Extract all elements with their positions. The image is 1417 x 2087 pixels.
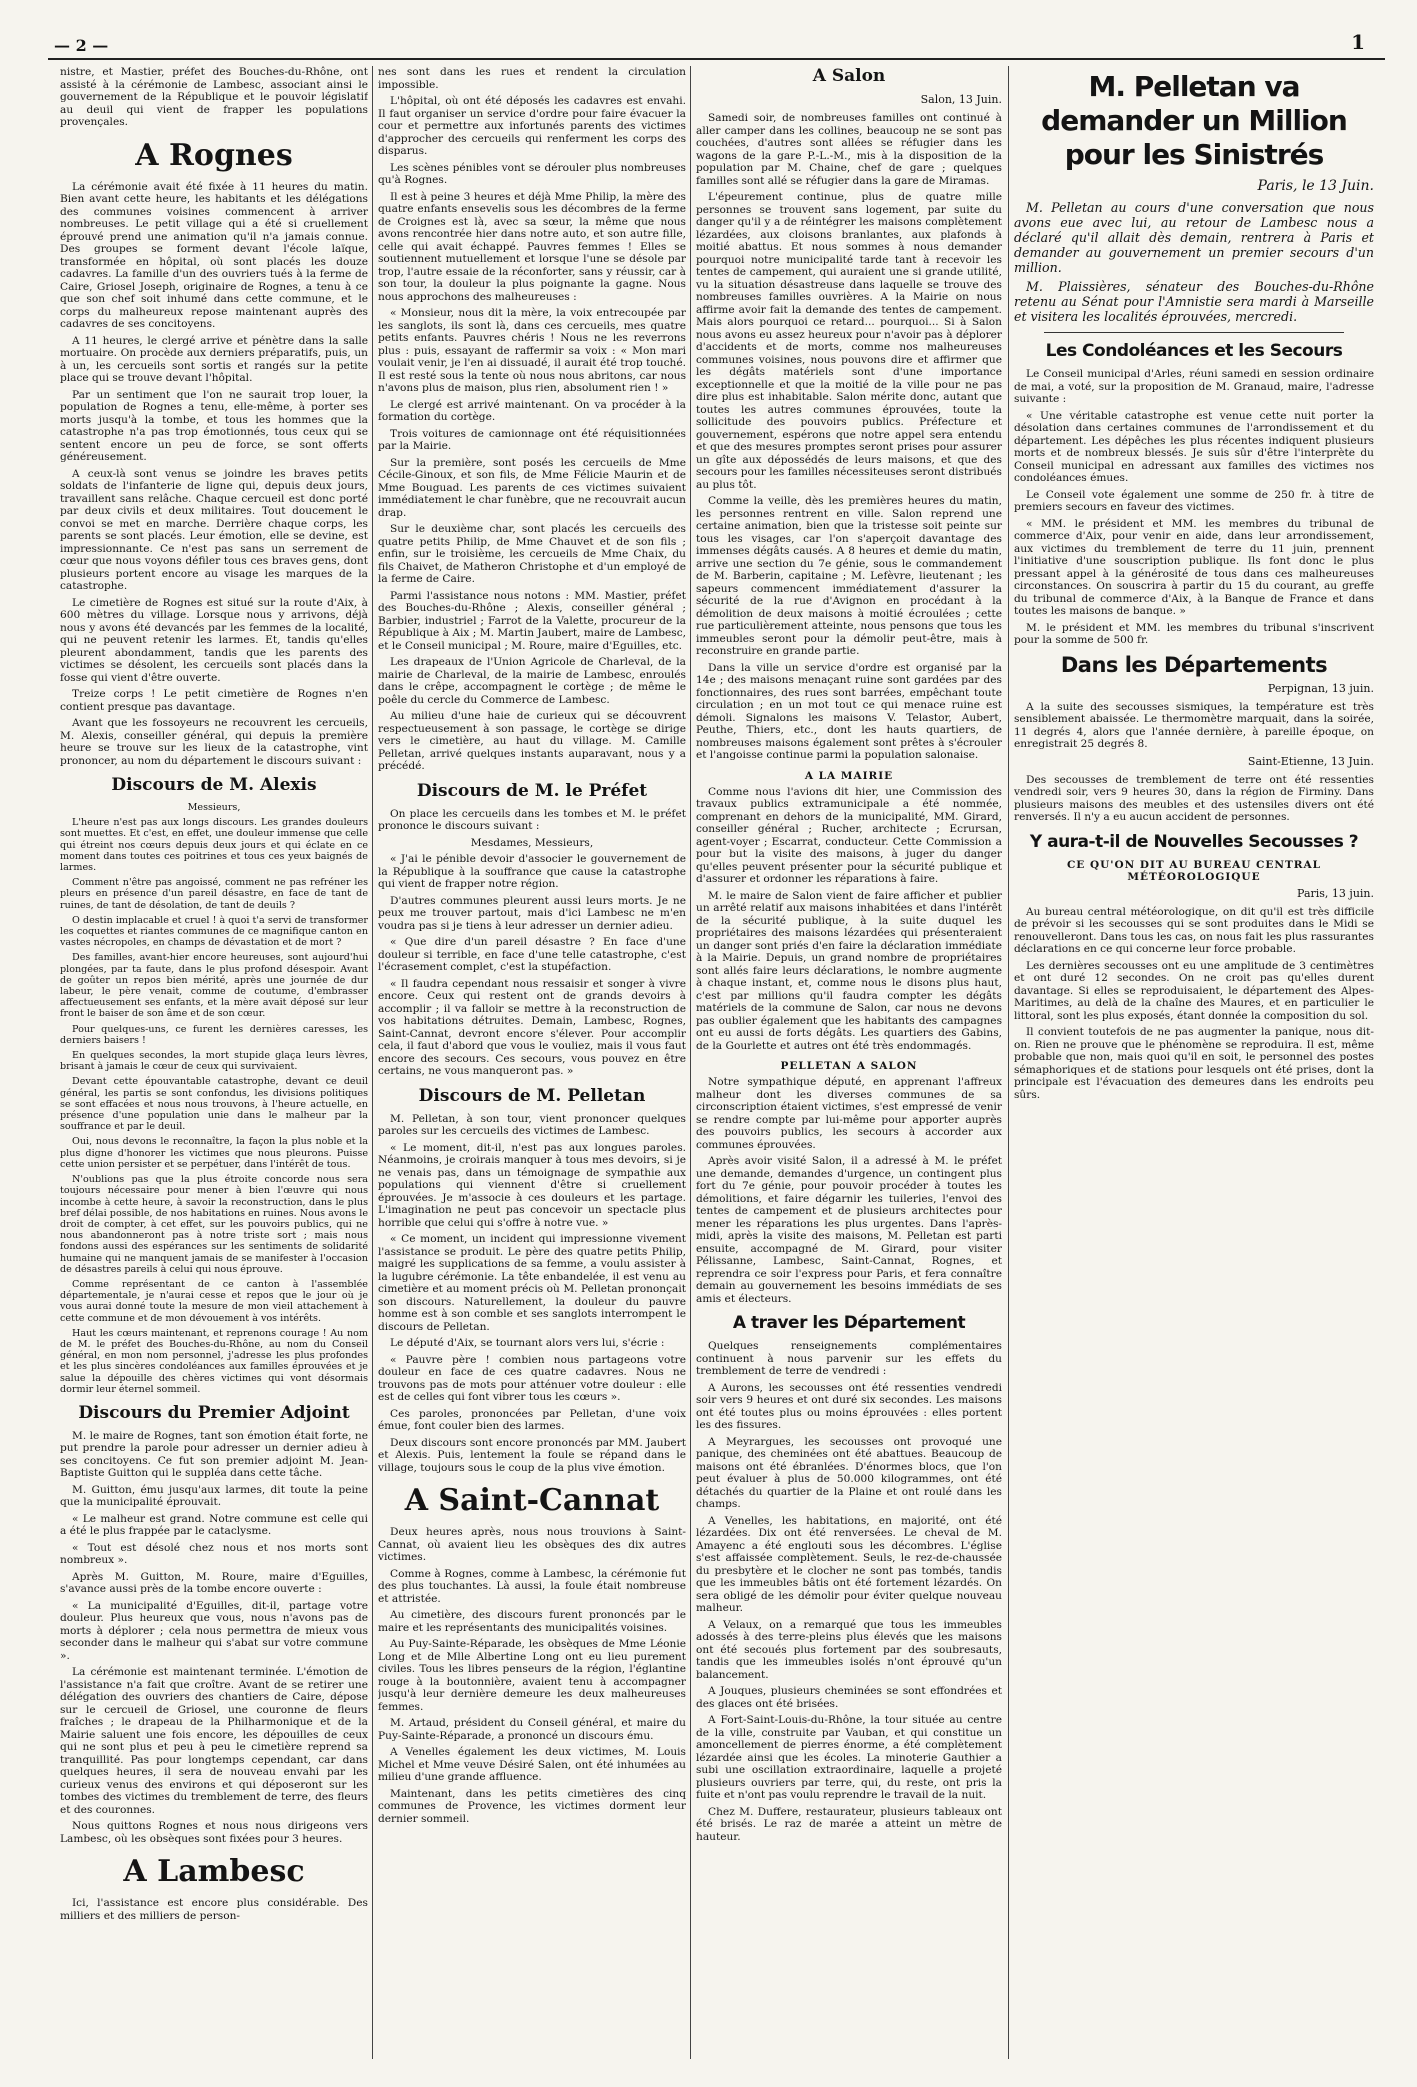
column-2	[378, 66, 686, 2059]
paragraph: Il est à peine 3 heures et déjà Mme Philip, la mère des quatre enfants ensevelis sous les décombres de la ferme de Croignes est là, avec sa sœur, la même que nous avons rencontrée hier dans notre auto, et son autre fille, celle qui avait échappé. Pauvres femmes ! Elles se soutiennent mutuellement et lorsque l'une se désole par trop, l'autre essaie de la réconforter, sans y réussir, car à son tour, la douleur la plus poignante la gagne. Nous nous approchons des malheureuses :	[378, 190, 686, 303]
paragraph: « Le malheur est grand. Notre commune est celle qui a été le plus frappée par le cataclysme.	[60, 1512, 368, 1538]
rognes-paragraphs	[60, 181, 368, 768]
paragraph: « Ce moment, un incident qui impressionne vivement l'assistance se produit. Le père des quatre petits Philip, maigré les supplications de sa femme, a voulu assister à la lugubre cérémonie. La tête enbandelée, il est venu au cimetière et au moment précis où M. Pelletan prononçait son discours. Naturellement, la douleur du pauvre homme est à son comble et ses sanglots interrompent le discours de Pelletan.	[378, 1233, 686, 1333]
pelletan-salon-paragraphs	[696, 1076, 1002, 1305]
paragraph: A Velaux, on a remarqué que tous les immeubles adossés à des terre-pleins plus élevés que les maisons ont été secoués plus fortement par des soubresauts, tandis que les immeubles isolés n'ont éprouvé qu'un balancement.	[696, 1618, 1002, 1681]
paragraph: Chez M. Duffere, restaurateur, plusieurs tableaux ont été brisés. Le raz de marée a atteint un mètre de hauteur.	[696, 1805, 1002, 1843]
heading-lambesc: A Lambesc	[123, 1854, 305, 1890]
column-divider	[1008, 66, 1009, 2059]
article-continuation: nistre, et Mastier, préfet des Bouches-du-Rhône, ont assisté à la cérémonie de Lambesc, associant ainsi le gouvernement de la République et le pouvoir législatif au deuil qui vient de frapper les populations provençales.	[60, 66, 368, 128]
paragraph: Avant que les fossoyeurs ne recouvrent les cercueils, M. Alexis, conseiller général, qui depuis la première heure se trouve sur les lieux de la catastrophe, vint prononcer, au nom du département le discours suivant :	[60, 717, 368, 767]
paragraph: Haut les cœurs maintenant, et reprenons courage ! Au nom de M. le préfet des Bouches-du-Rhône, au nom du Conseil général, en mon nom personnel, j'adresse les plus profondes et les plus sincères condoléances aux familles éprouvées et je salue la dépouille des chères victimes qui vont désormais dormir leur éternel sommeil.	[60, 1327, 368, 1395]
paragraph: A Fort-Saint-Louis-du-Rhône, la tour située au centre de la ville, construite par Vauban, et qui constitue un amoncellement de pierres énorme, a été complètement lézardée ainsi que les écoles. La minoterie Gauthier a subi une oscillation extraordinaire, laquelle a projeté plusieurs ouvriers par terre, qui, du reste, ont pris la fuite et n'ont pas voulu reprendre le travail de la nuit.	[696, 1714, 1002, 1801]
paragraph: « Pauvre père ! combien nous partageons votre douleur en face de ces quatre cadavres. Nous ne trouvons pas de mots pour atténuer votre douleur : elle est de celles qui font vibrer tous les cœurs ».	[378, 1353, 686, 1403]
paragraph: Nous quittons Rognes et nous nous dirigeons vers Lambesc, où les obsèques sont fixées pour 3 heures.	[60, 1820, 368, 1845]
page-mark: — 2 —	[54, 36, 109, 55]
paragraph: Par un sentiment que l'on ne saurait trop louer, la population de Rognes a tenu, elle-même, à porter ses morts jusqu'à la tombe, et tous les hommes que la catastrophe n'a pas trop émotionnés, tous ceux qui se sentent encore un peu de force, se sont offerts généreusement.	[60, 388, 368, 463]
heading-discours-alexis: Discours de M. Alexis	[111, 775, 317, 795]
paragraph: Maintenant, dans les petits cimetières des cinq communes de Provence, les victimes dorment leur dernier sommeil.	[378, 1787, 686, 1825]
paragraph: « J'ai le pénible devoir d'associer le gouvernement de la République à la souffrance que cause la catastrophe qui vient de frapper notre région.	[378, 853, 686, 890]
paragraph: « MM. le président et MM. les membres du tribunal de commerce d'Aix, pour venir en aide, dans leur arrondissement, aux victimes du tremblement de terre du 11 juin, prennent l'initiative d'une souscription publique. Ils font donc le plus pressant appel à la générosité de tous dans ces malheureuses circonstances. On souscrira à partir du 15 du courant, au greffe du tribunal de commerce d'Aix, à la Banque de France et dans toutes les maisons de banque. »	[1014, 517, 1374, 617]
paragraph: Au Puy-Sainte-Réparade, les obsèques de Mme Léonie Long et de Mlle Albertine Long ont eu lieu purement civiles. Tous les libres penseurs de la région, l'églantine rouge à la boutonnière, avaient tenu à accompagner jusqu'à leur dernière demeure les deux malheureuses femmes.	[378, 1638, 686, 1713]
subheading-bureau-central: CE QU'ON DIT AU BUREAU CENTRAL MÉTÉOROLOGIQUE	[1066, 858, 1322, 883]
paragraph: A Venelles, les habitations, en majorité, ont été lézardées. Dix ont été renversées. Le cheval de M. Amayenc a été englouti sous les décombres. L'église s'est affaissée complètement. Seuls, le rez-de-chaussée du presbytère et le clocher ne sont pas tombés, tandis que les immeubles bâtis ont été fortement lézardés. On sera obligé de les démolir pour éviter quelque nouveau malheur.	[696, 1514, 1002, 1614]
paragraph: Les scènes pénibles vont se dérouler plus nombreuses qu'à Rognes.	[378, 161, 686, 186]
heading-rognes: A Rognes	[135, 137, 293, 173]
paragraph: M. le président et MM. les membres du tribunal s'inscrivent pour la somme de 500 fr.	[1014, 621, 1374, 646]
pelletan-speech	[378, 1113, 686, 1475]
alexis-speech	[60, 802, 368, 1395]
paragraph: M. le maire de Salon vient de faire afficher et publier un arrêté relatif aux maisons inhabitées et dans l'intérêt de la sécurité publique, à la suite duquel les propriétaires des maisons lézardées qui présenteraient un danger sont priés d'en faire la déclaration immédiate à la Mairie. Depuis, un grand nombre de propriétaires sont allés faire leurs déclarations, le nombre augmente à chaque instant, et, comme nous le disons plus haut, c'est par millions qu'il faudra compter les dégâts matériels de la commune de Salon, car nous ne devons pas oublier également que les habitants des campagnes ont eu aussi de forts dégâts. Les quartiers des Gabins, de la Gourlette et autres ont été très endommagés.	[696, 889, 1002, 1052]
paragraph: Ici, l'assistance est encore plus considérable. Des milliers et des milliers de person-	[60, 1897, 368, 1922]
paragraph: Comme nous l'avions dit hier, une Commission des travaux publics extramunicipale a été nommée, comprenant en dehors de la municipalité, MM. Girard, conseiller général ; Rucher, architecte ; Ecrursan, agent-voyer ; Escarrat, conducteur. Cette Commission a pour but la visite des maisons, à juger du danger qu'elles peuvent présenter pour la sécurité publique et d'assurer et ordonner les réparations à faire.	[696, 785, 1002, 885]
paragraph: Après avoir visité Salon, il a adressé à M. le préfet une demande, demandes d'urgence, un contingent plus fort du 7e génie, pour pouvoir procéder à toutes les démolitions, et faire dégarnir les tuileries, l'envoi des tentes de campement et de plusieurs architectes pour mener les réparations les plus urgentes. Dans l'après-midi, après la visite des maisons, M. Pelletan est parti ensuite, accompagné de M. Girard, pour visiter Pélissanne, Lambesc, Saint-Cannat, Rognes, et reprendra ce soir l'express pour Paris, et fera connaître demain au gouvernement les besoins immédiats de ses amis et électeurs.	[696, 1155, 1002, 1305]
paragraph: Quelques renseignements complémentaires continuent à nous parvenir sur les effets du tremblement de terre de vendredi :	[696, 1340, 1002, 1377]
paragraph: La cérémonie avait été fixée à 11 heures du matin. Bien avant cette heure, les habitants et les délégations des communes voisines commencent à arriver nombreuses. Le petit village qui a été si cruellement éprouvé prend une animation qu'il n'a jamais connue. Des groupes se forment devant l'école laïque, transformée en hôpital, où sont placés les douze cadavres. La famille d'un des ouvriers tués à la ferme de Caire, Griosel Joseph, originaire de Rognes, a tenu à ce que son chef soit inhumé dans cette commune, et le corps du malheureux repose maintenant auprès des cadavres de ses concitoyens.	[60, 180, 368, 330]
paragraph: Treize corps ! Le petit cimetière de Rognes n'en contient presque pas davantage.	[60, 688, 368, 713]
paragraph: Notre sympathique député, en apprenant l'affreux malheur dont les diverses communes de sa circonscription étaient victimes, s'est empressé de venir se rendre compte par lui-même pour apporter auprès des pouvoirs publics, les secours à accorder aux communes éprouvées.	[696, 1076, 1002, 1151]
paragraph: Sur le deuxième char, sont placés les cercueils des quatre petits Philip, de Mme Chauvet et de son fils ; enfin, sur le troisième, les cercueils de Mme Chaix, du fils Chaivet, de Matheron Christophe et d'un employé de la ferme de Caire.	[378, 523, 686, 585]
paragraph: M. Artaud, président du Conseil général, et maire du Puy-Sainte-Réparade, a prononcé un discours ému.	[378, 1717, 686, 1742]
paragraph: Les drapeaux de l'Union Agricole de Charleval, de la mairie de Charleval, de la mairie de Lambesc, enroulés dans le crêpe, accompagnent le cortège ; de même le poêle du cercle du Commerce de Lambesc.	[378, 656, 686, 706]
paragraph: M. Plaissières, sénateur des Bouches-du-Rhône retenu au Sénat pour l'Amnistie sera mardi à Marseille et visitera les localités éprouvées, mercredi.	[1014, 279, 1374, 324]
paragraph: Ces paroles, prononcées par Pelletan, d'une voix émue, font couler bien des larmes.	[378, 1407, 686, 1432]
paragraph: Il convient toutefois de ne pas augmenter la panique, nous dit-on. Rien ne prouve que le phénomène se reproduira. Il est, même probable que non, mais quoi qu'il en soit, le personnel des postes sémaphoriques et de stations pour lesquels ont été prises, dont la principale est l'évacuation des demeures dans les endroits peu sûrs.	[1014, 1026, 1374, 1101]
paragraph: Le clergé est arrivé maintenant. On va procéder à la formation du cortège.	[378, 398, 686, 423]
paragraph: Au bureau central météorologique, on dit qu'il est très difficile de prévoir si les secousses qui se sont produites dans le Midi se renouvelleront. Dans tous les cas, on nous fait les plus rassurantes déclarations en ce qui concerne leur force probable.	[1014, 905, 1374, 955]
page-number: 1	[1351, 30, 1365, 54]
paragraph: Au cimetière, des discours furent prononcés par le maire et les représentants des municipalités voisines.	[378, 1609, 686, 1634]
paragraph: N'oublions pas que la plus étroite concorde nous sera toujours nécessaire pour mener à bien l'œuvre qui nous incombe à cette heure, à savoir la reconstruction, dans le plus bref délai possible, de nos habitations en ruines. Nous avons le droit de compter, à cet effet, sur les pouvoirs publics, qui ne nous abandonneront pas à notre triste sort ; mais nous fondons aussi des espérances sur les sentiments de solidarité humaine qui ne manquent jamais de se manifester à l'occasion de désastres pareils à celui qui nous éprouve.	[60, 1174, 368, 1275]
paragraph: Pour quelques-uns, ce furent les dernières caresses, les derniers baisers !	[60, 1023, 368, 1046]
paragraph: Le député d'Aix, se tournant alors vers lui, s'écrie :	[390, 1337, 665, 1349]
saint-cannat-paragraphs	[378, 1526, 686, 1825]
paragraph: Les dernières secousses ont eu une amplitude de 3 centimètres et ont duré 12 secondes. On ne croit pas qu'elles durent davantage. Si elles se reproduisaient, le département des Alpes-Maritimes, au delà de la chaîne des Maures, et en particulier le littoral, sont les plus exposés, étant donnée la composition du sol.	[1014, 959, 1374, 1022]
paragraph: « Que dire d'un pareil désastre ? En face d'une douleur si terrible, en face d'une telle catastrophe, c'est l'écrasement complet, c'est la stupéfaction.	[378, 936, 686, 973]
paragraph: On place les cercueils dans les tombes et M. le préfet prononce le discours suivant :	[378, 807, 686, 832]
paragraph: « Il faudra cependant nous ressaisir et songer à vivre encore. Ceux qui restent ont de grands devoirs à accomplir ; il va falloir se mettre à la reconstruction de vos habitations détruites. Demain, Lambesc, Rognes, Saint-Cannat, devront encore s'élever. Pour accomplir cela, il faut d'abord que vous le vouliez, mais il vous faut encore des secours. Ces secours, vous pouvez en être certains, ne vous manqueront pas. »	[378, 977, 686, 1077]
page-header-bar	[48, 30, 1385, 60]
dateline: Perpignan, 13 juin.	[1267, 681, 1374, 695]
paragraph: A 11 heures, le clergé arrive et pénètre dans la salle mortuaire. On procède aux derniers préparatifs, puis, un à un, les cercueils sont sortis et rangés sur la petite place qui se trouve devant l'hôpital.	[60, 334, 368, 384]
column-4	[1014, 66, 1374, 2059]
adjoint-paragraphs	[60, 1430, 368, 1846]
dateline: Saint-Etienne, 13 Juin.	[1247, 754, 1374, 768]
divider	[1044, 332, 1344, 333]
paragraph: Messieurs,	[187, 802, 241, 813]
column-3	[696, 66, 1002, 2059]
column-divider	[372, 66, 373, 2059]
paragraph: Devant cette épouvantable catastrophe, devant ce deuil général, les partis se sont confondus, les divisions politiques se sont effacées et nous nous trouvons, à l'heure actuelle, en présence d'une population unie dans le malheur par la souffrance et par le deuil.	[60, 1076, 368, 1133]
paragraph: Après M. Guitton, M. Roure, maire d'Eguilles, s'avance aussi près de la tombe encore ouverte :	[60, 1570, 368, 1596]
paragraph: Le Conseil vote également une somme de 250 fr. à titre de premiers secours en faveur des victimes.	[1014, 488, 1374, 513]
paragraph: A la suite des secousses sismiques, la température est très sensiblement abaissée. Le thermomètre marquait, dans la soirée, 11 degrés 4, alors que l'année dernière, à pareille époque, on enregistrait 25 degrés 8.	[1014, 700, 1374, 750]
paragraph: M. Pelletan au cours d'une conversation que nous avons eue avec lui, au retour de Lambesc nous a déclaré qu'il allait dès demain, rentrera à Paris et demander au gouvernement un premier secours d'un million.	[1014, 200, 1374, 275]
paragraph: A Meyrargues, les secousses ont provoqué une panique, des cheminées ont été abattues. Beaucoup de maisons ont été ébranlées. D'énormes blocs, que l'on peut évaluer à plus de 50.000 kilogrammes, ont été détachés du quartier de la Plaine et ont roulé dans les champs.	[696, 1435, 1002, 1510]
paragraph: En quelques secondes, la mort stupide glaça leurs lèvres, brisant à jamais le cœur de ceux qui survivaient.	[60, 1050, 368, 1073]
heading-discours-prefet: Discours de M. le Préfet	[416, 780, 648, 801]
heading-departements: Dans les Départements	[1060, 652, 1328, 677]
paragraph: M. Guitton, ému jusqu'aux larmes, dit toute la peine que la municipalité éprouvait.	[60, 1483, 368, 1509]
paragraph: M. Pelletan, à son tour, vient prononcer quelques paroles sur les cercueils des victimes de Lambesc.	[378, 1112, 686, 1137]
paragraph: Le Conseil municipal d'Arles, réuni samedi en session ordinaire de mai, a voté, sur la proposition de M. Granaud, maire, l'adresse suivante :	[1014, 368, 1374, 405]
prefet-speech	[378, 808, 686, 1078]
paragraph: Parmi l'assistance nous notons : MM. Mastier, préfet des Bouches-du-Rhône ; Alexis, conseiller général ; Barbier, industriel ; Farrot de la Valette, procureur de la République à Aix ; M. Martin Jaubert, maire de Lambesc, et le Conseil municipal ; M. Roure, maire d'Eguilles, etc.	[378, 589, 686, 652]
paragraph: La cérémonie est maintenant terminée. L'émotion de l'assistance n'a fait que croître. Avant de se retirer une délégation des ouvriers des chantiers de Caire, dépose sur le cercueil de Griosel, une couronne de fleurs fraîches ; le drapeau de la Philharmonique et de la Mairie saluent une fois encore, les dépouilles de ceux qui ne sont plus et peu à peu le cimetière reprend sa tranquillité. Pas pour longtemps cependant, car dans quelques heures, il sera de nouveau envahi par les curieux venus des environs et qui déposeront sur les tombes des victimes du tremblement de terre, des fleurs et des couronnes.	[60, 1666, 368, 1816]
paragraph: Mesdames, Messieurs,	[470, 836, 594, 849]
heading-saint-cannat: A Saint-Cannat	[404, 1483, 660, 1518]
heading-nouvelles-secousses: Y aura-t-il de Nouvelles Secousses ?	[1029, 831, 1359, 852]
paragraph: « Tout est désolé chez nous et nos morts sont nombreux ».	[60, 1541, 368, 1567]
heading-discours-pelletan: Discours de M. Pelletan	[418, 1085, 646, 1106]
headline-pelletan-million: M. Pelletan va demander un Million pour les Sinistrés	[1041, 70, 1347, 171]
departement-paragraphs	[696, 1340, 1002, 1843]
dateline: Salon, 13 Juin.	[920, 93, 1002, 106]
paragraph: Comme la veille, dès les premières heures du matin, les personnes rentrent en ville. Salon reprend une certaine animation, bien que la tristesse soit peinte sur tous les visages, car l'on s'aperçoit davantage des immenses dégâts causés. A 8 heures et demie du matin, arrive une section du 7e génie, sous le commandement de M. Barberin, capitaine ; M. Lefèvre, lieutenant ; les sapeurs commencent immédiatement d'assurer la sécurité de la rue d'Avignon en procédant à la démolition de deux maisons à moitié écroulées ; cette rue particulièrement atteinte, nous pensons que tous les immeubles seront pour la démolir peut-être, mais à reconstruire en grande partie.	[696, 495, 1002, 657]
paragraph: Comme à Rognes, comme à Lambesc, la cérémonie fut des plus touchantes. Là aussi, la foule était nombreuse et attristée.	[378, 1567, 686, 1605]
paragraph: « Une véritable catastrophe est venue cette nuit porter la désolation dans certaines communes de l'arrondissement et du département. Les dépêches les plus récentes indiquent plusieurs morts et de nombreux blessés. Je suis sûr d'être l'interprète du Conseil municipal en adressant aux familles des victimes nos condoléances émues.	[1014, 409, 1374, 484]
dateline: Paris, 13 juin.	[1297, 886, 1374, 900]
paragraph: « La municipalité d'Eguilles, dit-il, partage votre douleur. Plus heureux que vous, nous n'avons pas de morts à déplorer ; cela nous permettra de mieux vous seconder dans le malheur qui s'abat sur votre commune ».	[60, 1599, 368, 1662]
lambesc-paragraphs	[378, 66, 686, 773]
paragraph: Deux discours sont encore prononcés par MM. Jaubert et Alexis. Puis, lentement la foule se répand dans le village, toujours sous le coup de la plus vive émotion.	[378, 1436, 686, 1474]
paragraph: Comme représentant de ce canton à l'assemblée départementale, je n'aurai cesse et repos que le jour où je vous aurai donné toute la mesure de mon vieil attachement à cette commune et de mon dévouement à vos intérêts.	[60, 1278, 368, 1324]
paragraph: Samedi soir, de nombreuses familles ont continué à aller camper dans les collines, beaucoup ne se sont pas couchées, d'autres sont allées se réfugier dans les wagons de la gare P.-L.-M., mis à la disposition de la population par M. Chaine, chef de gare ; quelques familles sont allé se réfugier dans la gare de Miramas.	[696, 112, 1002, 187]
dateline: Paris, le 13 Juin.	[1257, 178, 1374, 194]
mairie-paragraphs	[696, 786, 1002, 1053]
paragraph: Deux heures après, nous nous trouvions à Saint-Cannat, où avaient lieu les obsèques des dix autres victimes.	[378, 1526, 686, 1563]
salon-paragraphs	[696, 112, 1002, 762]
paragraph: M. le maire de Rognes, tant son émotion était forte, ne put prendre la parole pour adresser un dernier adieu à ses concitoyens. Ce fut son premier adjoint M. Jean-Baptiste Guitton qui le suppléa dans cette tâche.	[60, 1429, 368, 1480]
heading-condoleances: Les Condoléances et les Secours	[1045, 341, 1343, 361]
paragraph: Oui, nous devons le reconnaître, la façon la plus noble et la plus digne d'honorer les victimes que nous pleurons. Puisse cette union persister et se perpétuer, dans l'intérêt de tous.	[60, 1136, 368, 1170]
paragraph: L'heure n'est pas aux longs discours. Les grandes douleurs sont muettes. Et c'est, en effet, une douleur immense que celle qui étreint nos cœurs depuis deux jours et qui éclate en ce moment dans toutes ces poitrines et tous ces yeux baignés de larmes.	[60, 817, 368, 874]
paragraph: L'épeurement continue, plus de quatre mille personnes se trouvent sans logement, par suite du danger qu'il y a de réintégrer les maisons complètement lézardées, aux cloisons branlantes, aux plafonds à moitié abattus. Et nous sommes à nous demander pourquoi notre municipalité tarde tant à recevoir les tentes de campement, qui auraient une si grande utilité, vu la situation désastreuse dans laquelle se trouve des nombreuses familles ouvrières. A la Mairie on nous affirme avoir fait la demande des tentes de campement. Mais alors pourquoi ce retard... pourquoi... Si à Salon nous avons eu assez heureux pour n'avoir pas à déplorer d'accidents et de morts, comme nos malheureuses communes voisines, nous pouvons dire et affirmer que les dégâts matériels sont d'une importance exceptionnelle et que la moitié de la ville pour ne pas dire plus est inhabitable. Salon mérite donc, autant que toutes les autres communes éprouvées, toute la sollicitude des pouvoirs publics. Préfecture et gouvernement, espérons que notre appel sera entendu et que des mesures promptes seront prises pour assurer un gîte aux dépossédés de leurs maisons, et que des secours pour les familles nécessiteuses seront distribués au plus tôt.	[696, 191, 1002, 491]
paragraph: O destin implacable et cruel ! à quoi t'a servi de transformer les coquettes et riantes communes de ce magnifique canton en vastes nécropoles, en champs de dévastation et de mort ?	[60, 914, 368, 949]
condoleances-paragraphs	[1014, 368, 1374, 647]
paragraph: L'hôpital, où ont été déposés les cadavres est envahi. Il faut organiser un service d'ordre pour faire évacuer la cour et permettre aux infortunés parents des victimes d'approcher des cercueils qui renferment les corps des disparus.	[378, 95, 686, 157]
subheading-mairie: A LA MAIRIE	[804, 769, 894, 782]
paragraph: Le cimetière de Rognes est situé sur la route d'Aix, à 600 mètres du village. Lorsque nous y arrivons, déjà nous y avons été devancés par les femmes de la localité, qui ne peuvent retenir les larmes. Et, tandis qu'elles pleurent abondamment, tandis que les parents des victimes se désolent, les cercueils sont placés dans la fosse qui vient d'être ouverte.	[60, 596, 368, 684]
paragraph: nes sont dans les rues et rendent la circulation impossible.	[378, 66, 686, 91]
paragraph: Des secousses de tremblement de terre ont été ressenties vendredi soir, vers 9 heures 30, dans la région de Firminy. Dans plusieurs maisons des meubles et des ustensiles divers ont été renversés. Il n'y a eu aucun accident de personnes.	[1014, 773, 1374, 823]
paragraph: Sur la première, sont posés les cercueils de Mme Cécile-Ginoux, et son fils, de Mme Félicie Maurin et de Mme Bouguad. Les parents de ces victimes suivaient immédiatement le char funèbre, que ne recouvrait aucun drap.	[378, 456, 686, 519]
paragraph: Dans la ville un service d'ordre est organisé par la 14e ; des maisons menaçant ruine sont gardées par des fonctionnaires, des rues sont barrées, empêchant toute circulation ; en un mot tout ce qui menace ruine est démoli. Signalons les maisons V. Telastor, Aubert, Peuthe, Thiers, etc., dont les hauts quartiers, de nombreuses maisons également sont prêtes à s'écrouler et l'angoisse continue parmi la population salonaise.	[696, 661, 1002, 761]
paragraph: A Aurons, les secousses ont été ressenties vendredi soir vers 9 heures et ont duré six secondes. Les maisons ont été toutes plus ou moins éprouvées : elles portent les des fissures.	[696, 1381, 1002, 1431]
nouvelles-paragraphs	[1014, 906, 1374, 1102]
heading-salon: A Salon	[812, 66, 886, 86]
paragraph: Comment n'être pas angoissé, comment ne pas refréner les pleurs en présence d'un pareil désastre, en face de tant de ruines, de tant de désolation, de tant de deuils ?	[60, 877, 368, 911]
column-1	[60, 66, 368, 2059]
paragraph: « Monsieur, nous dit la mère, la voix entrecoupée par les sanglots, ils sont là, dans ces cercueils, mes quatre petits enfants. Pauvres chéris ! Nous ne les reverrons plus : puis, essayant de raffermir sa voix : « Mon mari voulait venir, je l'en ai dissuadé, il aurait été trop touché. Il est resté sous la tente où nous nous abritons, car nous n'avons plus de maison, plus rien, absolument rien ! »	[378, 307, 686, 394]
paragraph: A Jouques, plusieurs cheminées se sont effondrées et des glaces ont été brisées.	[696, 1685, 1002, 1710]
column-divider	[690, 66, 691, 2059]
paragraph: « Le moment, dit-il, n'est pas aux longues paroles. Néanmoins, je croirais manquer à tous mes devoirs, si je ne venais pas, dans un témoignage de sympathie aux populations qui viennent d'être si cruellement éprouvées. Je m'associe à ces douleurs et les partage. L'imagination ne peut pas concevoir un spectacle plus horrible que celui qui s'offre à notre vue. »	[378, 1141, 686, 1229]
paragraph: A ceux-là sont venus se joindre les braves petits soldats de l'infanterie de ligne qui, depuis deux jours, travaillent sans relâche. Chaque cercueil est donc porté par deux civils et deux militaires. Tout doucement le convoi se met en marche. Derrière chaque corps, les parents se sont placés. Leur émotion, elle se devine, est impressionnante. Ce n'est pas sans un serrement de cœur que nous voyons défiler tous ces braves gens, dont plusieurs portent encore au visage les marques de la catastrophe.	[60, 467, 368, 592]
paragraph: A Venelles également les deux victimes, M. Louis Michel et Mme veuve Désiré Salen, ont été inhumées au milieu d'une grande affluence.	[378, 1746, 686, 1783]
subheading-pelletan-salon: PELLETAN A SALON	[780, 1060, 918, 1072]
paragraph: D'autres communes pleurent aussi leurs morts. Je ne peux me trouver partout, mais d'ici Lambesc ne m'en voudra pas si je tiens à leur adresser un dernier adieu.	[378, 894, 686, 932]
paragraph: Trois voitures de camionnage ont été réquisitionnées par la Mairie.	[378, 427, 686, 452]
paragraph: Au milieu d'une haie de curieux qui se découvrent respectueusement à son passage, le cortège se dirige vers le cimetière, au haut du village. M. Camille Pelletan, arrivé quelques instants auparavant, nous y a précédé.	[378, 710, 686, 772]
paragraph: Des familles, avant-hier encore heureuses, sont aujourd'hui plongées, par ta faute, dans le plus profond désespoir. Avant de goûter un repos bien mérité, après une journée de dur labeur, le père venait, comme de coutume, d'embrasser affectueusement ses enfants, et la mère avait déposé sur leur front le baiser de son âme et de son cœur.	[60, 952, 368, 1020]
heading-departement: A traver les Département	[732, 1313, 966, 1333]
heading-discours-adjoint: Discours du Premier Adjoint	[78, 1402, 350, 1423]
